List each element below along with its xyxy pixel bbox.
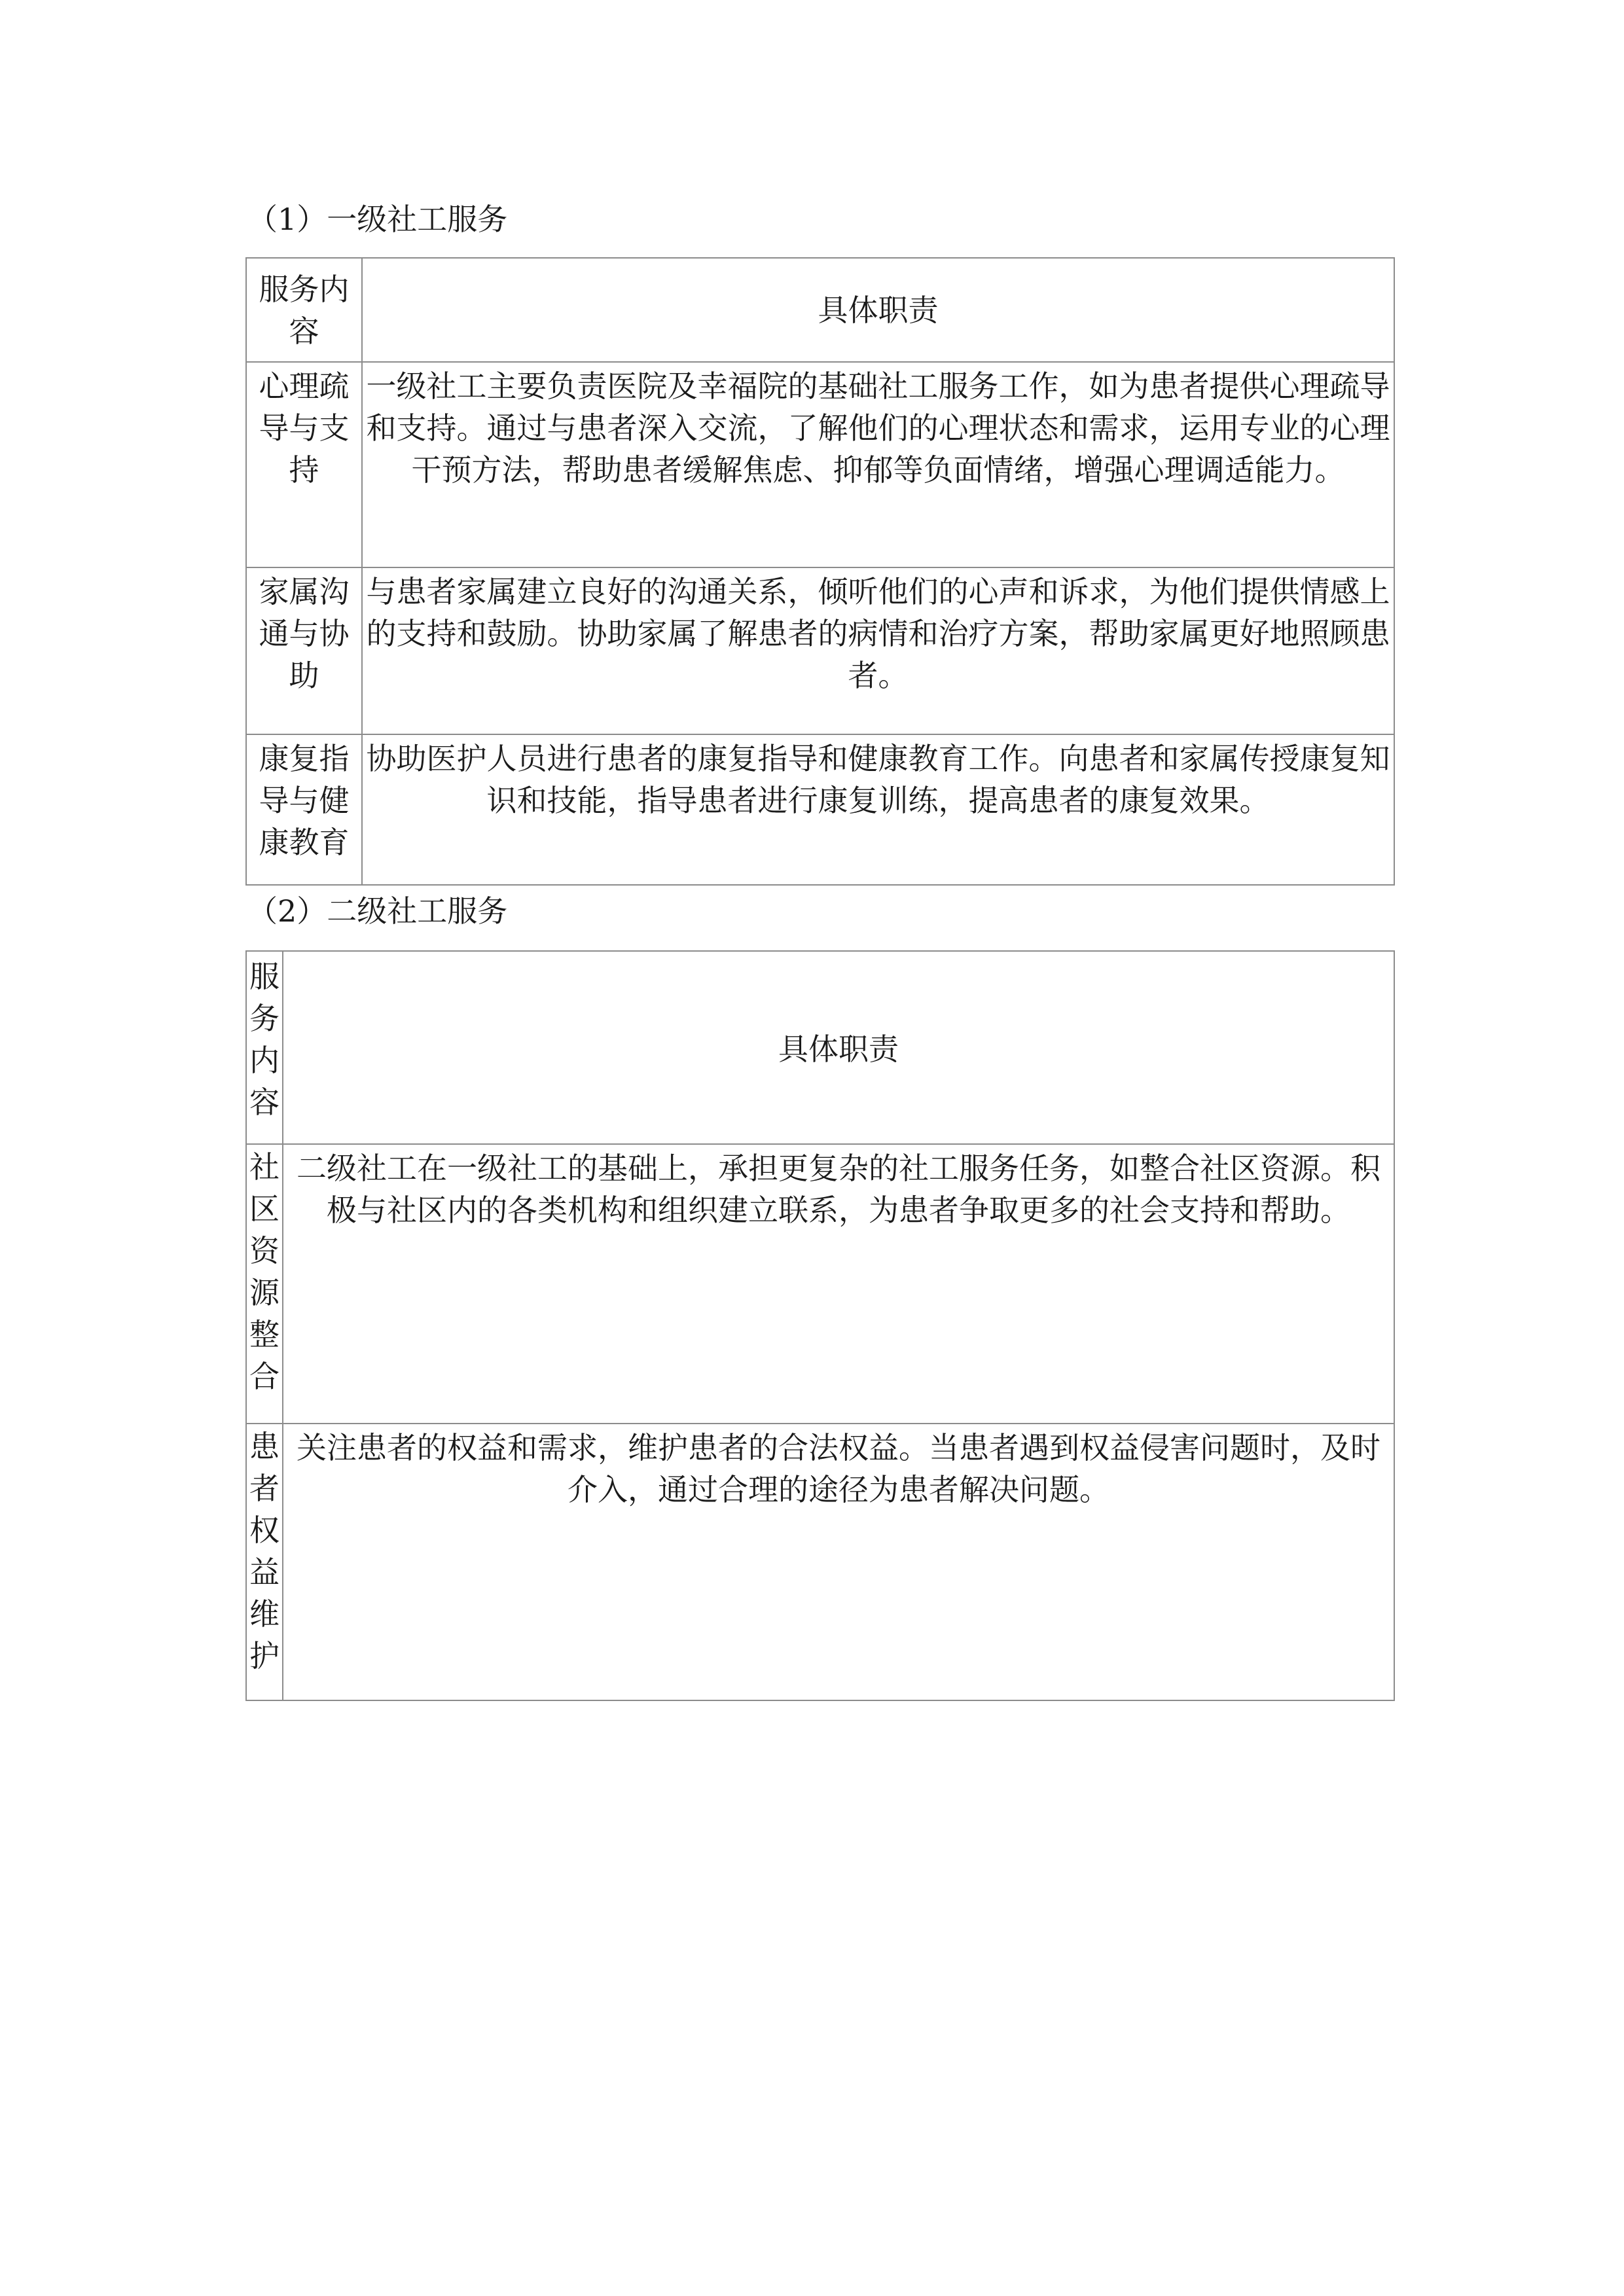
level-2-service-table: [245, 950, 1395, 1701]
table-row: [246, 567, 1394, 734]
header-service-content: 服务内容: [246, 951, 283, 1144]
table-row: [246, 1144, 1394, 1424]
service-content-cell: 患者权益维护: [246, 1424, 283, 1700]
table-row: [246, 734, 1394, 885]
header-duties: 具体职责: [362, 258, 1394, 362]
duty-cell: 协助医护人员进行患者的康复指导和健康教育工作。向患者和家属传授康复知识和技能，指导患者进行康复训练，提高患者的康复效果。: [362, 734, 1394, 885]
duty-cell: 一级社工主要负责医院及幸福院的基础社工服务工作，如为患者提供心理疏导和支持。通过与患者深入交流，了解他们的心理状态和需求，运用专业的心理干预方法，帮助患者缓解焦虑、抑郁等负面情绪，增强心理调适能力。: [362, 362, 1394, 567]
section-heading-level-2: （2）二级社工服务: [247, 893, 508, 929]
service-content-cell: 家属沟通与协助: [246, 567, 362, 734]
duty-cell: 关注患者的权益和需求，维护患者的合法权益。当患者遇到权益侵害问题时，及时介入，通过合理的途径为患者解决问题。: [283, 1424, 1394, 1700]
service-content-cell: 康复指导与健康教育: [246, 734, 362, 885]
service-content-cell: 社区资源整合: [246, 1144, 283, 1424]
duty-cell: 与患者家属建立良好的沟通关系，倾听他们的心声和诉求，为他们提供情感上的支持和鼓励。协助家属了解患者的病情和治疗方案，帮助家属更好地照顾患者。: [362, 567, 1394, 734]
service-content-cell: 心理疏导与支持: [246, 362, 362, 567]
table-row: [246, 1424, 1394, 1700]
duty-cell: 二级社工在一级社工的基础上，承担更复杂的社工服务任务，如整合社区资源。积极与社区内的各类机构和组织建立联系，为患者争取更多的社会支持和帮助。: [283, 1144, 1394, 1424]
table-header-row: [246, 258, 1394, 362]
section-heading-level-1: （1）一级社工服务: [247, 202, 508, 237]
header-duties: 具体职责: [283, 951, 1394, 1144]
table-row: [246, 362, 1394, 567]
level-1-service-table: [245, 257, 1395, 886]
header-service-content: 服务内容: [246, 258, 362, 362]
table-header-row: [246, 951, 1394, 1144]
